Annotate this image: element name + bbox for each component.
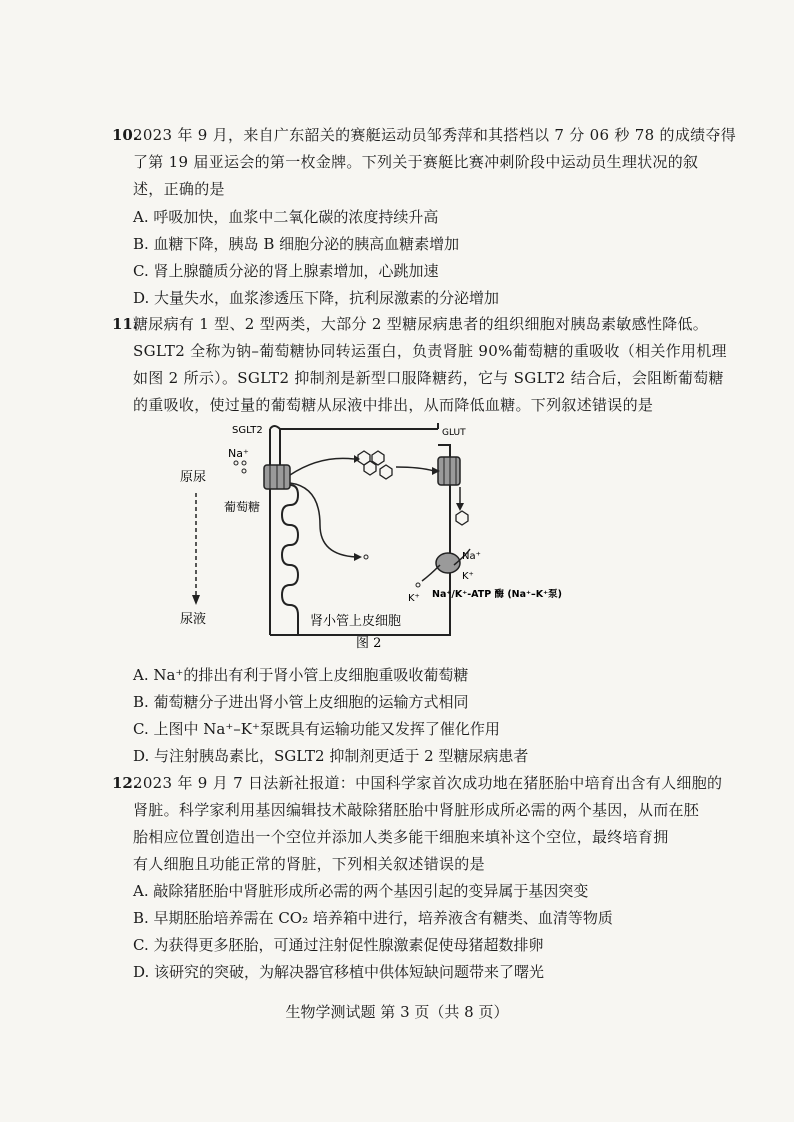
q10-option-a: A. 呼吸加快，血浆中二氧化碳的浓度持续升高 — [133, 208, 439, 226]
figure-caption: 图 2 — [356, 636, 382, 651]
glucose-label: 葡萄糖 — [224, 500, 261, 514]
q12-stem-line-4: 有人细胞且功能正常的肾脏，下列相关叙述错误的是 — [133, 855, 485, 873]
q12-stem-line-3: 胎相应位置创造出一个空位并添加人类多能干细胞来填补这个空位，最终培育拥 — [133, 828, 669, 846]
urine-label: 尿液 — [180, 612, 207, 627]
raw-urine-label: 原尿 — [180, 470, 207, 485]
na-label: Na⁺ — [228, 447, 249, 460]
q12-number: 12. — [112, 774, 139, 792]
kidney-tubule-diagram — [170, 415, 610, 655]
glucose-into-cell-arrow — [290, 458, 354, 475]
q11-option-a: A. Na⁺的排出有利于肾小管上皮细胞重吸收葡萄糖 — [133, 666, 469, 684]
cell-label: 肾小管上皮细胞 — [310, 614, 402, 629]
q11-stem-line-3: 如图 2 所示）。SGLT2 抑制剂是新型口服降糖药，它与 SGLT2 结合后，会阻断葡萄糖 — [133, 369, 724, 387]
page-footer: 生物学测试题 第 3 页（共 8 页） — [285, 1003, 509, 1021]
q12-stem-line-2: 肾脏。科学家利用基因编辑技术敲除猪胚胎中肾脏形成所必需的两个基因，从而在胚 — [133, 801, 700, 819]
q12-option-c: C. 为获得更多胚胎，可通过注射促性腺激素促使母猪超数排卵 — [133, 936, 544, 954]
k-right-label: K⁺ — [462, 571, 474, 582]
pump-label: Na⁺/K⁺-ATP 酶 (Na⁺–K⁺泵) — [432, 589, 563, 600]
q11-option-b: B. 葡萄糖分子进出肾小管上皮细胞的运输方式相同 — [133, 693, 469, 711]
q11-stem-line-4: 的重吸收，使过量的葡萄糖从尿液中排出，从而降低血糖。下列叙述错误的是 — [133, 396, 654, 414]
k-into-cell-arrow — [422, 565, 440, 581]
q12-option-a: A. 敲除猪胚胎中肾脏形成所必需的两个基因引起的变异属于基因突变 — [133, 882, 589, 900]
q10-stem-line-2: 了第 19 届亚运会的第一枚金牌。下列关于赛艇比赛冲刺阶段中运动员生理状况的叙 — [133, 153, 699, 171]
k-left-label: K⁺ — [408, 593, 420, 604]
q12-option-b: B. 早期胚胎培养需在 CO₂ 培养箱中进行，培养液含有糖类、血清等物质 — [133, 909, 613, 927]
glut-label: GLUT — [442, 428, 466, 438]
q11-stem-line-1: 糖尿病有 1 型、2 型两类，大部分 2 型糖尿病患者的组织细胞对胰岛素敏感性降低。 — [133, 315, 709, 333]
q11-option-c: C. 上图中 Na⁺–K⁺泵既具有运输功能又发挥了催化作用 — [133, 720, 500, 738]
q10-stem-line-3: 述，正确的是 — [133, 180, 225, 198]
q10-option-c: C. 肾上腺髓质分泌的肾上腺素增加，心跳加速 — [133, 262, 439, 280]
q11-option-d: D. 与注射胰岛素比，SGLT2 抑制剂更适于 2 型糖尿病患者 — [133, 747, 529, 765]
na-right-label: Na⁺ — [462, 551, 481, 562]
sglt2-label: SGLT2 — [232, 425, 263, 436]
q12-stem-line-1: 2023 年 9 月 7 日法新社报道：中国科学家首次成功地在猪胚胎中培育出含有人细胞的 — [133, 774, 723, 792]
glucose-to-glut-arrow — [396, 467, 434, 471]
sglt2-transporter — [264, 465, 290, 489]
brush-border-membrane — [270, 426, 298, 635]
q10-option-b: B. 血糖下降，胰岛 B 细胞分泌的胰高血糖素增加 — [133, 235, 460, 253]
q10-stem-line-1: 2023 年 9 月，来自广东韶关的赛艇运动员邹秀萍和其搭档以 7 分 06 秒 78 的成绩夺得 — [133, 126, 737, 144]
q10-number: 10. — [112, 126, 139, 144]
q11-number: 11. — [112, 315, 139, 333]
glut-transporter — [438, 457, 460, 485]
q12-option-d: D. 该研究的突破，为解决器官移植中供体短缺问题带来了曙光 — [133, 963, 545, 981]
q10-option-d: D. 大量失水，血浆渗透压下降，抗利尿激素的分泌增加 — [133, 289, 500, 307]
na-into-cell-arrow — [290, 483, 356, 557]
q11-stem-line-2: SGLT2 全称为钠–葡萄糖协同转运蛋白，负责肾脏 90%葡萄糖的重吸收（相关作用机理 — [133, 342, 727, 360]
